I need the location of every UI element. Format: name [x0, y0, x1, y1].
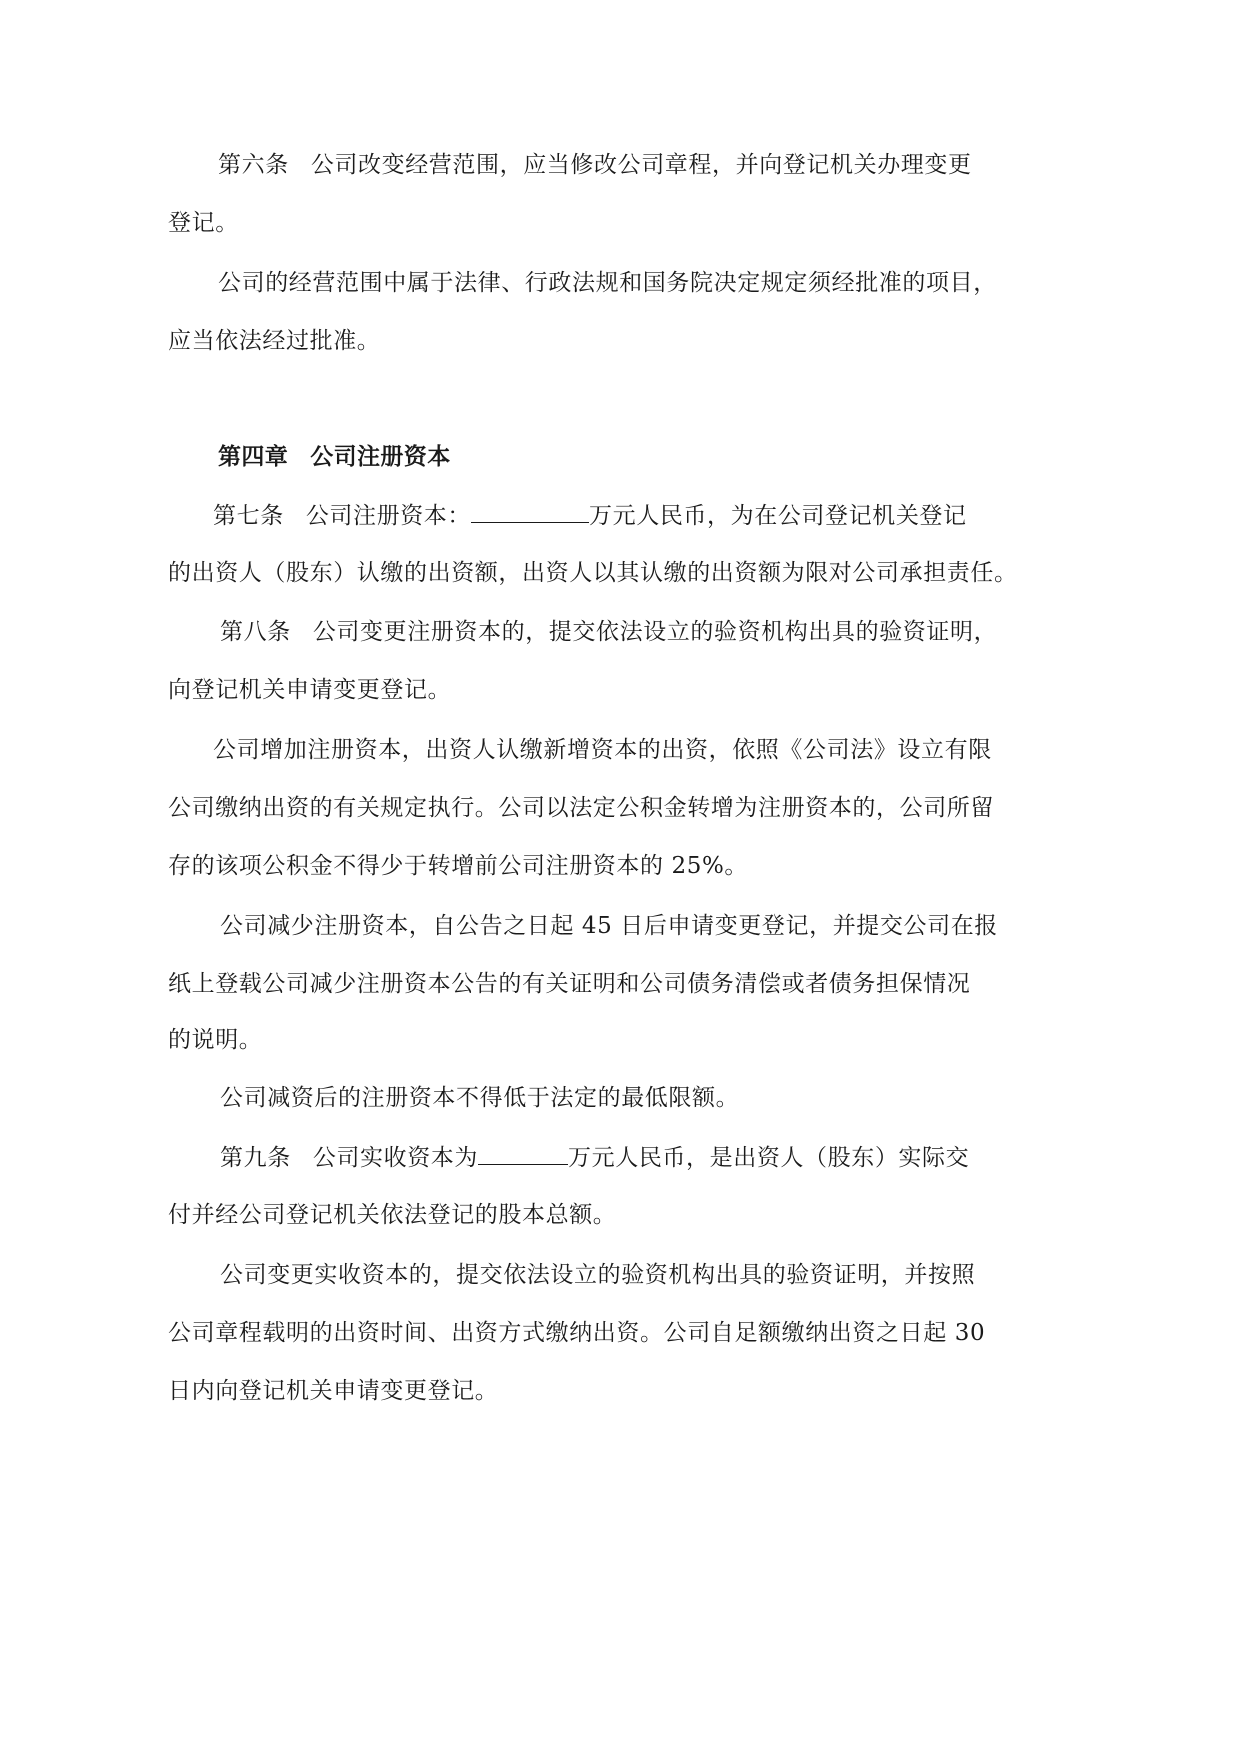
article-8-para-2-line-2: 公司缴纳出资的有关规定执行。公司以法定公积金转增为注册资本的，公司所留 [168, 795, 994, 821]
registered-capital-blank [471, 500, 589, 523]
article-8-para-3-line-3: 的说明。 [168, 1027, 263, 1053]
article-6-line-1 [218, 150, 972, 180]
article-8-line-2: 向登记机关申请变更登记。 [168, 677, 452, 703]
article-7-pre: 公司注册资本： [305, 503, 472, 529]
article-9-post: 万元人民币，是出资人（股东）实际交 [568, 1145, 970, 1171]
article-8-text: 公司变更注册资本的，提交依法设立的验资机构出具的验资证明， [312, 619, 998, 645]
chapter-4-title: 公司注册资本 [310, 444, 451, 470]
article-8-line-1 [220, 617, 997, 647]
article-9-para-2-line-2: 公司章程载明的出资时间、出资方式缴纳出资。公司自足额缴纳出资之日起 30 [168, 1320, 986, 1346]
chapter-4-label: 第四章 [218, 444, 289, 470]
article-6-para-2-line-2: 应当依法经过批准。 [168, 328, 381, 354]
chapter-4-heading [218, 442, 451, 472]
article-9-para-2-line-1: 公司变更实收资本的，提交依法设立的验资机构出具的验资证明，并按照 [220, 1262, 976, 1288]
article-7-line-1 [213, 500, 967, 531]
article-8-label: 第八条 [220, 619, 291, 645]
article-7-label: 第七条 [213, 503, 284, 529]
article-6-text: 公司改变经营范围，应当修改公司章程，并向登记机关办理变更 [310, 152, 972, 178]
article-7-line-2: 的出资人（股东）认缴的出资额，出资人以其认缴的出资额为限对公司承担责任。 [168, 560, 1018, 586]
article-6-para-2-line-1: 公司的经营范围中属于法律、行政法规和国务院决定规定须经批准的项目， [218, 270, 997, 296]
article-9-label: 第九条 [220, 1145, 291, 1171]
paid-in-capital-blank [478, 1142, 568, 1165]
article-8-para-3-line-2: 纸上登载公司减少注册资本公告的有关证明和公司债务清偿或者债务担保情况 [168, 971, 971, 997]
article-8-para-2-line-3: 存的该项公积金不得少于转增前公司注册资本的 25%。 [168, 853, 749, 879]
article-6-label: 第六条 [218, 152, 289, 178]
article-8-para-4-line-1: 公司减资后的注册资本不得低于法定的最低限额。 [220, 1085, 740, 1111]
article-6-line-2: 登记。 [168, 210, 239, 236]
article-9-line-1 [220, 1142, 969, 1173]
article-8-para-2-line-1: 公司增加注册资本，出资人认缴新增资本的出资，依照《公司法》设立有限 [213, 737, 992, 763]
article-7-post: 万元人民币，为在公司登记机关登记 [589, 503, 967, 529]
article-9-para-2-line-3: 日内向登记机关申请变更登记。 [168, 1378, 499, 1404]
article-9-line-2: 付并经公司登记机关依法登记的股本总额。 [168, 1202, 617, 1228]
article-8-para-3-line-1: 公司减少注册资本，自公告之日起 45 日后申请变更登记，并提交公司在报 [220, 913, 998, 939]
article-9-pre: 公司实收资本为 [312, 1145, 479, 1171]
